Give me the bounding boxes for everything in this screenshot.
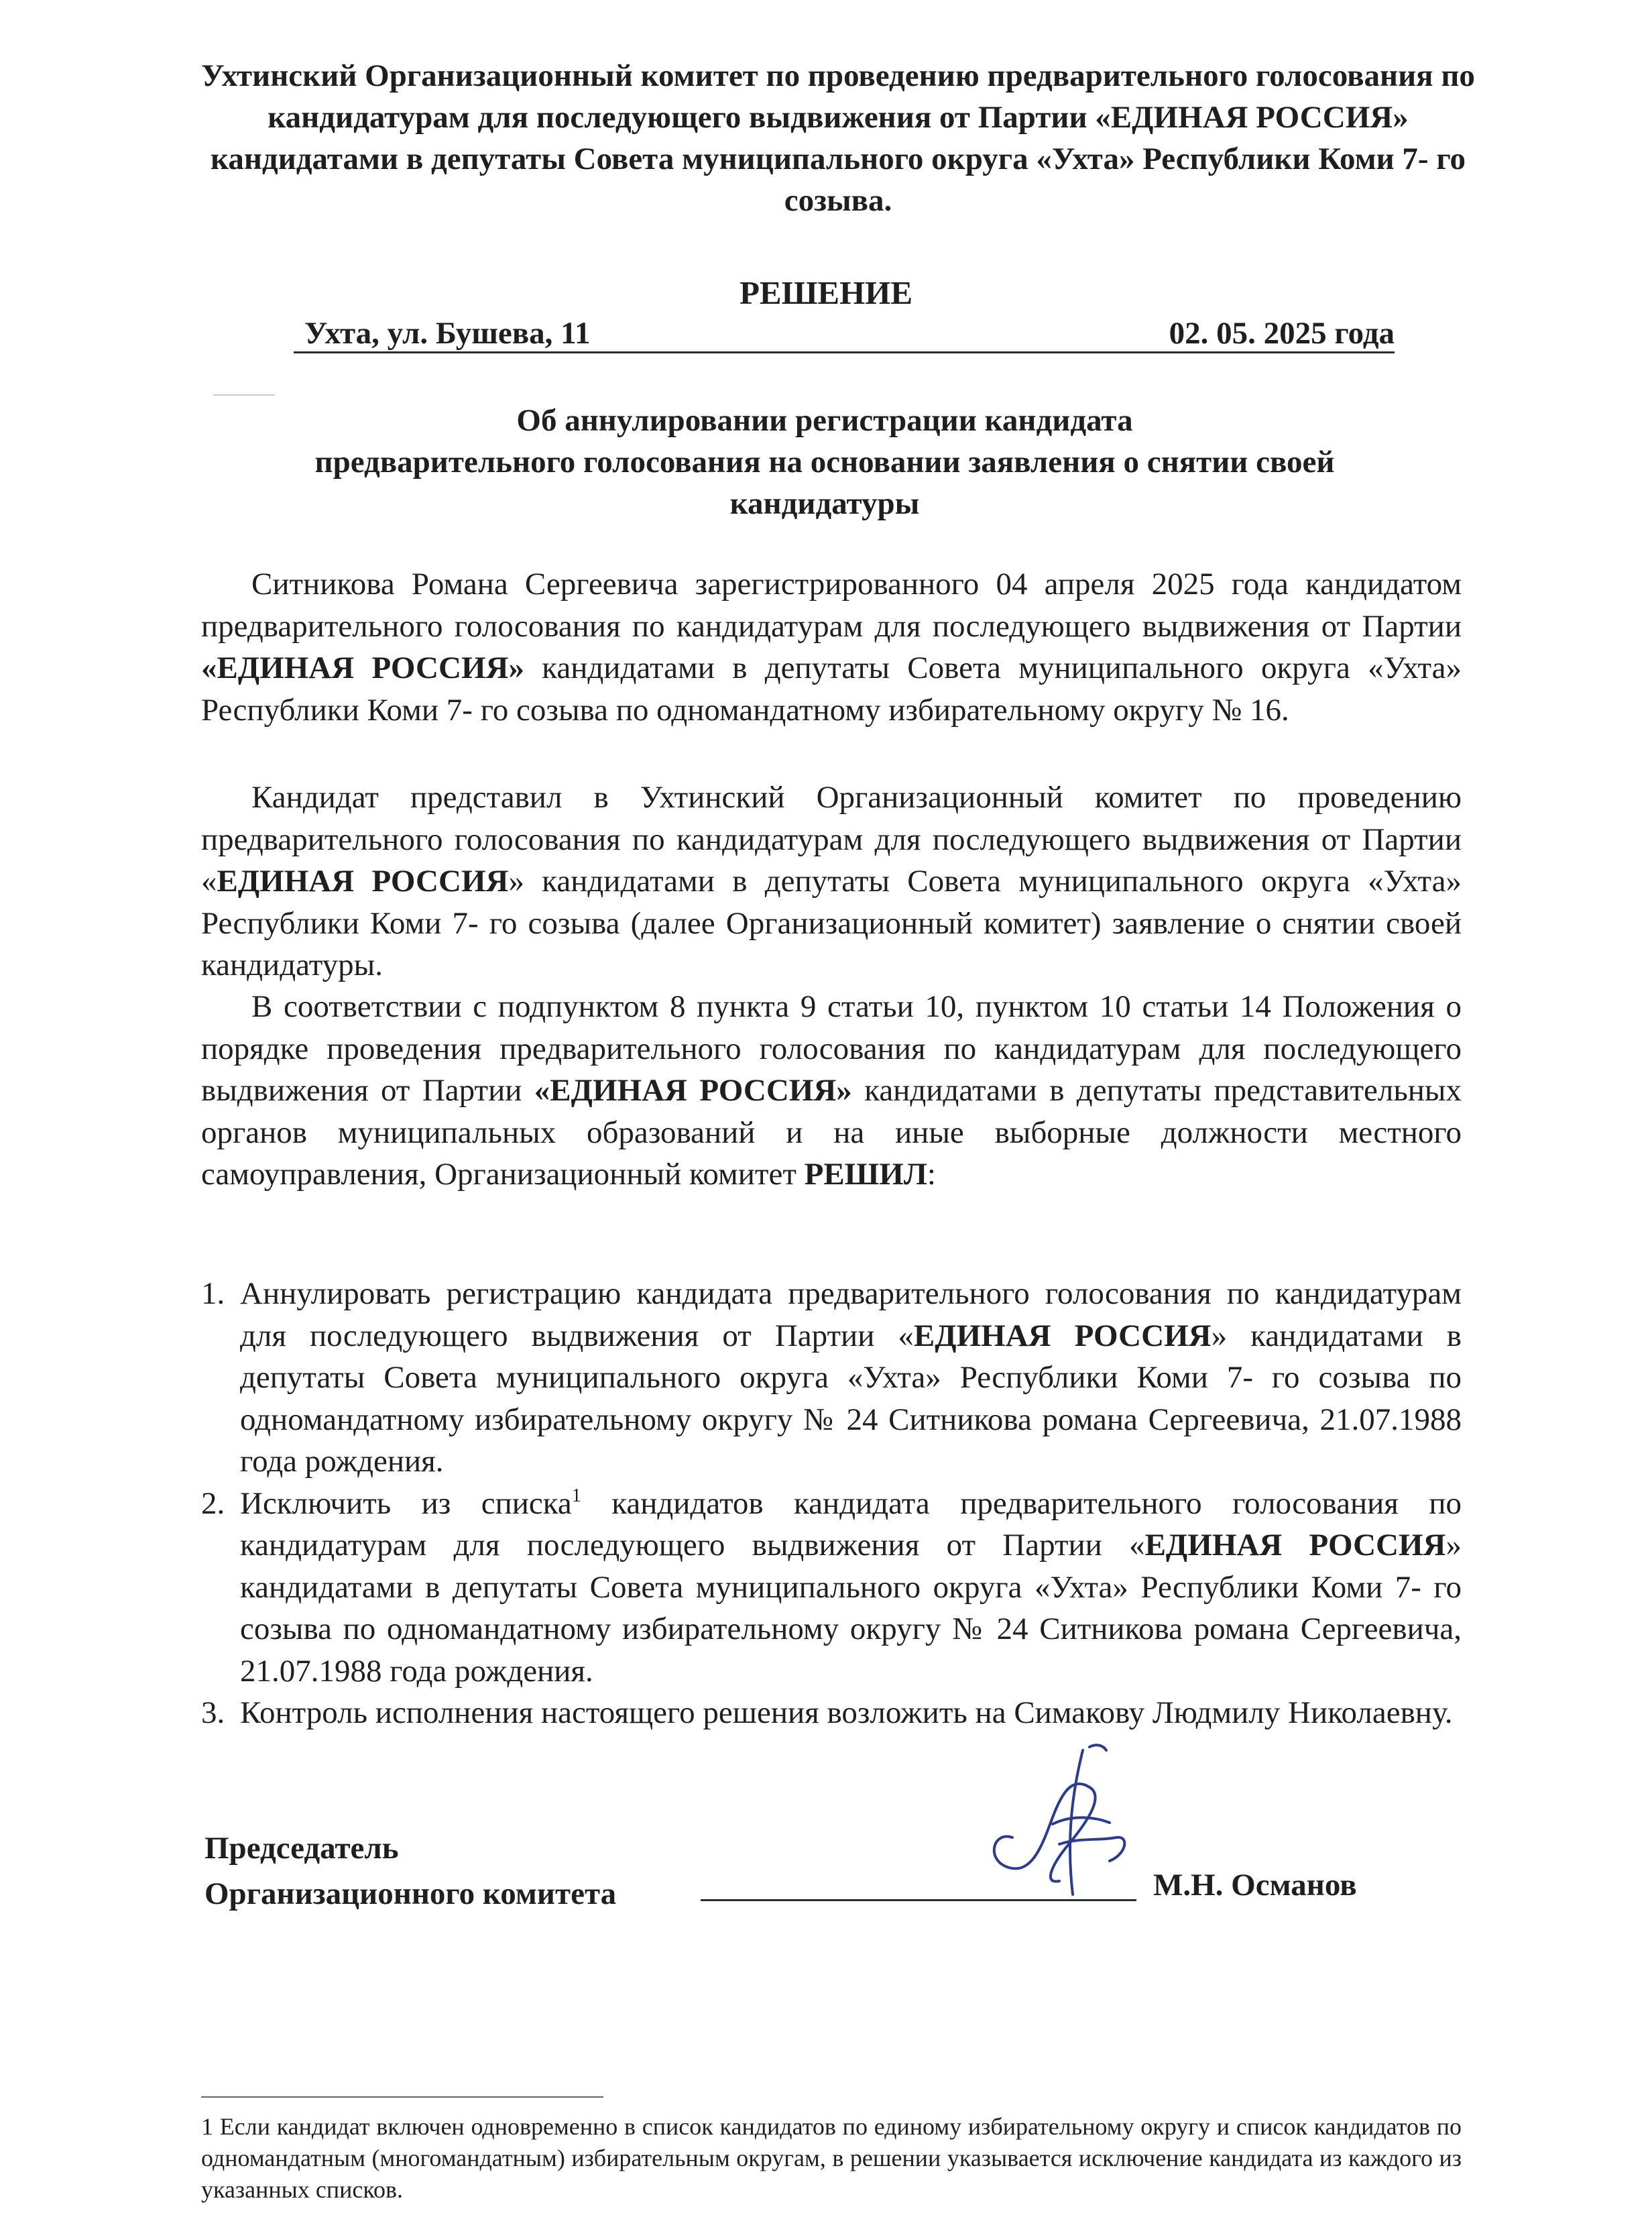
list-item [201,1483,1462,1693]
party-name: ЕДИНАЯ РОССИЯ [217,864,509,899]
margin-mark [213,394,275,396]
list-item [201,1692,1462,1734]
paragraph-1-text-a: Ситникова Романа Сергеевича зарегистрированного 04 апреля 2025 года кандидатом предварительного голосования по кандидатурам для последующего выдвижения от Партии [201,567,1462,644]
list-item-text-a: Контроль исполнения настоящего решения возложить на Симакову Людмилу Николаевну. [240,1695,1453,1730]
paragraph-3-text-b: кандидатами в депутаты представительных органов муниципальных образований и на иные выборные должности местного самоуправления, Организационный комитет [201,1073,1462,1192]
signatory-name: М.Н. Османов [1153,1868,1357,1903]
list-item-number: 3. [201,1695,225,1730]
signatory-role-line-1: Председатель [204,1831,399,1866]
paragraph-3-text-a: В соответствии с подпунктом 8 пункта 9 статьи 10, пунктом 10 статьи 14 Положения о порядке проведения предварительного голосования по кандидатурам для последующего выдвижения от Партии [201,989,1462,1108]
paragraph-3-end: : [927,1157,936,1192]
paragraph-3 [201,986,1462,1196]
footnote-marker: 1 [571,1485,581,1506]
paragraph-2-text-b: » кандидатами в депутаты Совета муниципального округа «Ухта» Республики Коми 7- го созыва (далее Организационный комитет) заявление о снятии своей кандидатуры. [201,864,1462,982]
list-item-text-a2: кандидатов кандидата предварительного голосования по кандидатурам для последующего выдвижения от Партии « [240,1485,1462,1563]
paragraph-2-text-a: Кандидат представил в Ухтинский Организационный комитет по проведению предварительного голосования по кандидатурам для последующего выдвижения от Партии « [201,780,1462,899]
footnote: 1 Если кандидат включен одновременно в список кандидатов по единому избирательному округу и список кандидатов по одномандатным (многомандатным) избирательным округам, в решении указывается исключение кандидата из каждого из указанных списков. [201,2113,1462,2203]
handwritten-signature [972,1737,1173,1905]
organization-header: Ухтинский Организационный комитет по проведению предварительного голосования по кандидатурам для последующего выдвижения от Партии «ЕДИНАЯ РОССИЯ» кандидатами в депутаты Совета муниципального округа «Ухта» Республики Коми 7- го созыва. [201,58,1475,218]
decision-list [201,1273,1462,1734]
list-item-number: 1. [201,1276,225,1311]
party-name: «ЕДИНАЯ РОССИЯ» [201,650,524,685]
signatory-role-line-2: Организационного комитета [204,1876,617,1911]
signature-line [701,1899,1136,1901]
list-item-text-b: » кандидатами в депутаты Совета муниципального округа «Ухта» Республики Коми 7- го созыва по одномандатному избирательному округу № 24 Ситникова романа Сергеевича, 21.07.1988 года рождения. [240,1528,1462,1689]
paragraph-1 [201,563,1462,731]
party-name: ЕДИНАЯ РОССИЯ [913,1318,1212,1353]
place-date-line [294,310,1395,353]
decided-word: РЕШИЛ [804,1157,927,1192]
list-item-text-b: » кандидатами в депутаты Совета муниципального округа «Ухта» Республики Коми 7- го созыва по одномандатному избирательному округу № 24 Ситникова романа Сергеевича, 21.07.1988 года рождения. [240,1318,1462,1479]
paragraph-1-text-b: кандидатами в депутаты Совета муниципального округа «Ухта» Республики Коми 7- го созыва по одномандатному избирательному округу № 16. [201,650,1462,728]
paragraph-2 [201,777,1462,986]
subject-line-2: предварительного голосования на основании заявления о снятии своей [314,445,1335,479]
decision-title: РЕШЕНИЕ [739,274,912,311]
document-place: Ухта, ул. Бушева, 11 [304,316,591,351]
signatory-role [204,1825,616,1917]
party-name: «ЕДИНАЯ РОССИЯ» [534,1073,852,1108]
list-item [201,1273,1462,1483]
subject-line-1: Об аннулировании регистрации кандидата [516,403,1133,438]
document-date: 02. 05. 2025 года [1169,316,1395,351]
list-item-text-a: Исключить из списка [240,1485,572,1521]
decision-subject [208,400,1441,524]
footnote-separator [201,2096,603,2098]
list-item-text-a: Аннулировать регистрацию кандидата предварительного голосования по кандидатурам для последующего выдвижения от Партии « [240,1276,1462,1353]
party-name: ЕДИНАЯ РОССИЯ [1144,1528,1446,1563]
subject-line-3: кандидатуры [729,486,920,521]
list-item-number: 2. [201,1485,225,1521]
